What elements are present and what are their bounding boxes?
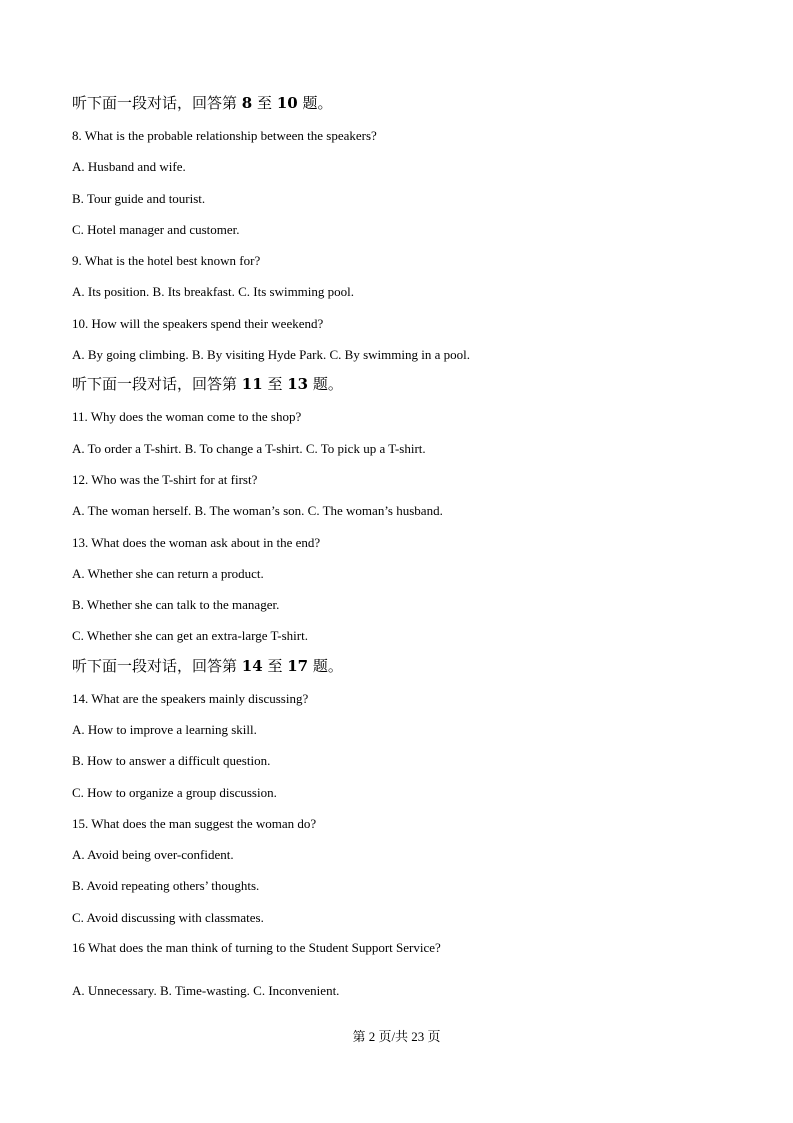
- heading-text: 听下面一段对话，回答第: [72, 657, 238, 675]
- option-15b: B. Avoid repeating others’ thoughts.: [72, 878, 260, 893]
- page-footer: 第 2 页/共 23 页: [352, 1029, 441, 1044]
- options-9: A. Its position. B. Its breakfast. C. Its swimming pool.: [72, 284, 355, 299]
- heading-from: 14: [241, 657, 263, 675]
- options-10: A. By going climbing. B. By visiting Hyde Park. C. By swimming in a pool.: [72, 347, 470, 362]
- heading-text: 听下面一段对话，回答第: [72, 375, 238, 393]
- question-16: 16 What does the man think of turning to the Student Support Service?: [72, 940, 441, 955]
- option-15c: C. Avoid discussing with classmates.: [72, 910, 264, 925]
- option-13c: C. Whether she can get an extra-large T-shirt.: [72, 628, 308, 643]
- heading-from: 8: [241, 94, 253, 112]
- heading-mid: 至: [267, 375, 283, 393]
- question-12: 12. Who was the T-shirt for at first?: [72, 472, 258, 487]
- section-heading-14-17: [72, 658, 343, 674]
- heading-to: 13: [287, 375, 309, 393]
- question-15: 15. What does the man suggest the woman do?: [72, 816, 317, 831]
- section-heading-11-13: [72, 376, 343, 392]
- heading-to: 17: [287, 657, 309, 675]
- heading-mid: 至: [267, 657, 283, 675]
- option-8c: C. Hotel manager and customer.: [72, 222, 240, 237]
- option-14a: A. How to improve a learning skill.: [72, 722, 257, 737]
- section-heading-8-10: [72, 95, 332, 111]
- heading-mid: 至: [257, 94, 273, 112]
- option-8a: A. Husband and wife.: [72, 159, 186, 174]
- option-13a: A. Whether she can return a product.: [72, 566, 264, 581]
- option-15a: A. Avoid being over-confident.: [72, 847, 234, 862]
- heading-text: 听下面一段对话，回答第: [72, 94, 238, 112]
- question-8: 8. What is the probable relationship between the speakers?: [72, 128, 377, 143]
- question-13: 13. What does the woman ask about in the end?: [72, 535, 321, 550]
- heading-post: 题。: [302, 94, 333, 112]
- question-9: 9. What is the hotel best known for?: [72, 253, 261, 268]
- option-14c: C. How to organize a group discussion.: [72, 785, 277, 800]
- option-14b: B. How to answer a difficult question.: [72, 753, 271, 768]
- options-12: A. The woman herself. B. The woman’s son. C. The woman’s husband.: [72, 503, 443, 518]
- option-13b: B. Whether she can talk to the manager.: [72, 597, 280, 612]
- options-16: A. Unnecessary. B. Time-wasting. C. Inconvenient.: [72, 983, 340, 998]
- question-11: 11. Why does the woman come to the shop?: [72, 409, 302, 424]
- question-14: 14. What are the speakers mainly discussing?: [72, 691, 309, 706]
- option-8b: B. Tour guide and tourist.: [72, 191, 206, 206]
- options-11: A. To order a T-shirt. B. To change a T-shirt. C. To pick up a T-shirt.: [72, 441, 426, 456]
- heading-post: 题。: [312, 657, 343, 675]
- heading-from: 11: [241, 375, 263, 393]
- heading-to: 10: [276, 94, 298, 112]
- heading-post: 题。: [312, 375, 343, 393]
- question-10: 10. How will the speakers spend their weekend?: [72, 316, 324, 331]
